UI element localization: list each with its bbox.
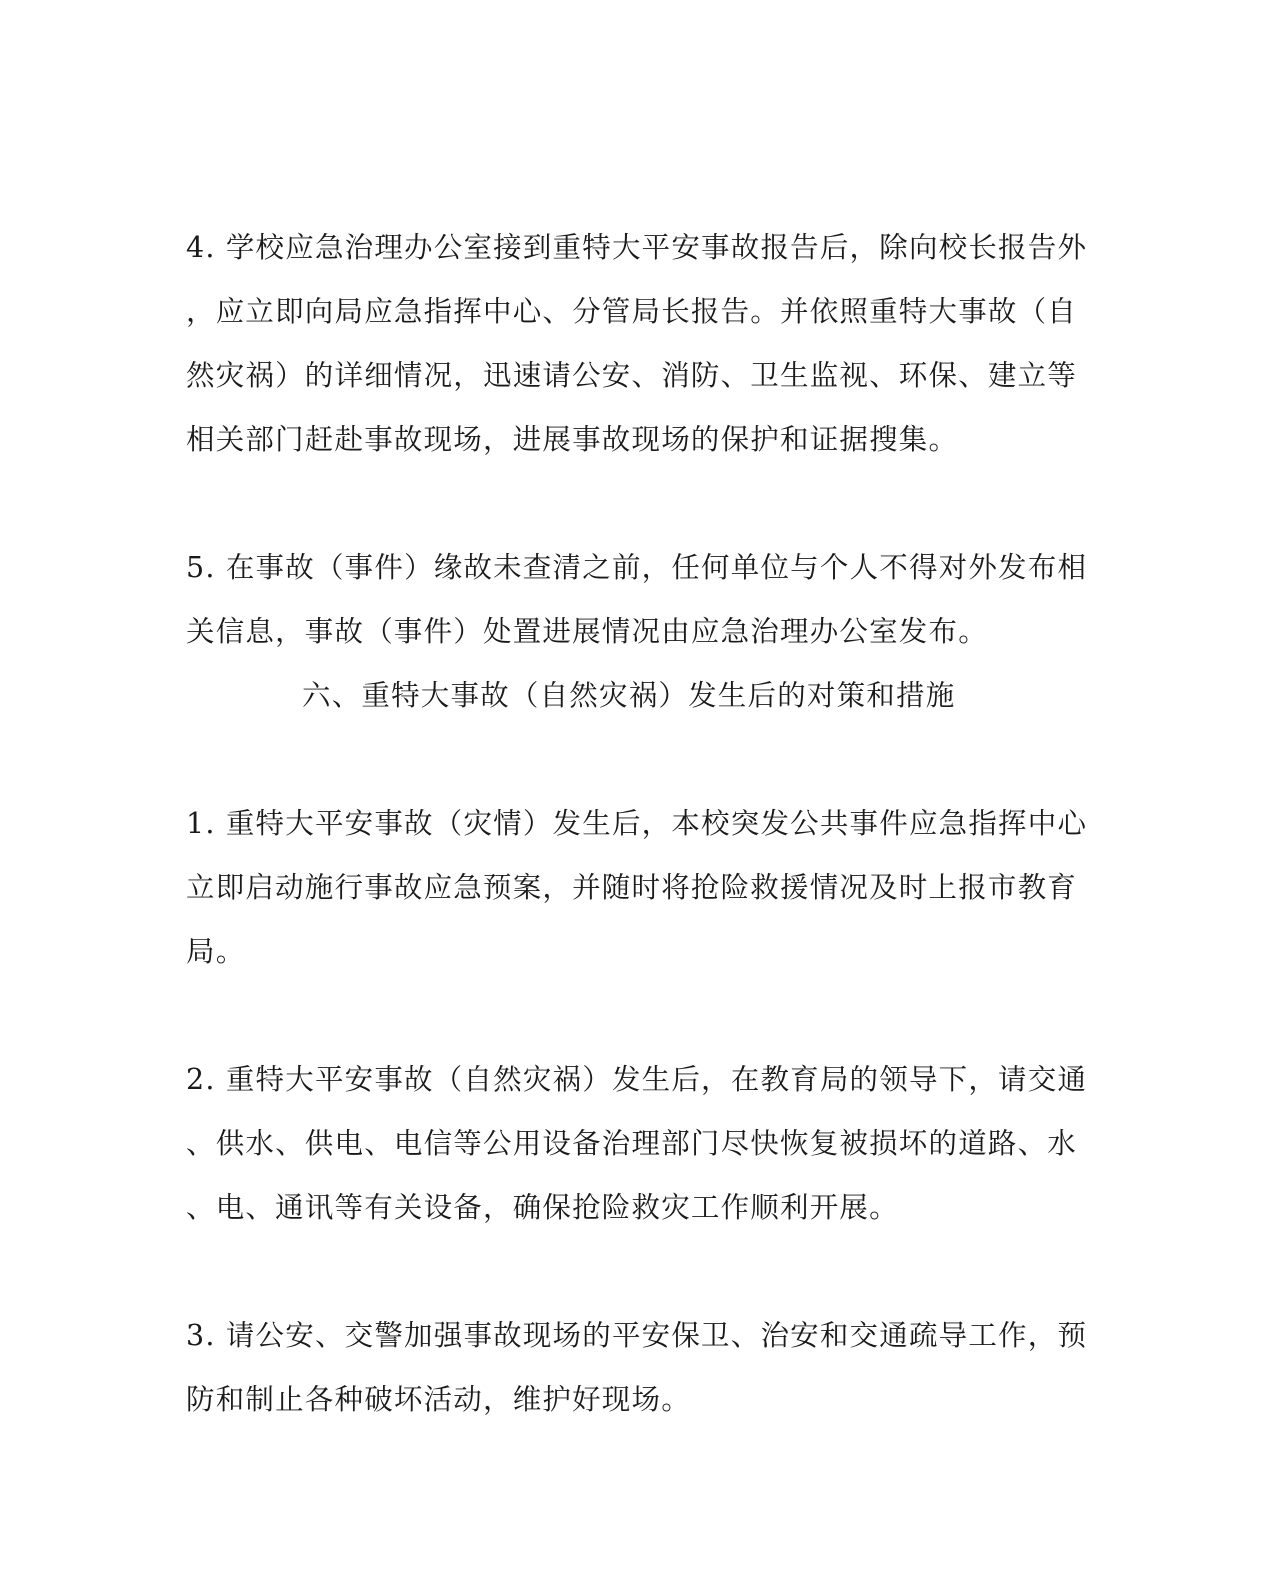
paragraph-4-line-2: ，应立即向局应急指挥中心、分管局长报告。并依照重特大事故（自 [186, 295, 1078, 328]
paragraph-4-line-3: 然灾祸）的详细情况，迅速请公安、消防、卫生监视、环保、建立等 [186, 359, 1078, 392]
paragraph-2-line-1: 2. 重特大平安事故（自然灾祸）发生后，在教育局的领导下，请交通 [186, 1063, 1088, 1096]
paragraph-5-line-1: 5. 在事故（事件）缘故未查清之前，任何单位与个人不得对外发布相 [186, 551, 1088, 584]
paragraph-1-line-3: 局。 [186, 935, 246, 968]
paragraph-1-line-1: 1. 重特大平安事故（灾情）发生后，本校突发公共事件应急指挥中心 [186, 807, 1088, 840]
paragraph-4-line-1: 4. 学校应急治理办公室接到重特大平安事故报告后，除向校长报告外 [186, 231, 1088, 264]
paragraph-5-line-2: 关信息，事故（事件）处置进展情况由应急治理办公室发布。 [186, 615, 988, 648]
paragraph-3-line-1: 3. 请公安、交警加强事故现场的平安保卫、治安和交通疏导工作，预 [186, 1319, 1088, 1352]
paragraph-2-line-3: 、电、通讯等有关设备，确保抢险救灾工作顺利开展。 [186, 1191, 899, 1224]
paragraph-1-line-2: 立即启动施行事故应急预案，并随时将抢险救援情况及时上报市教育 [186, 871, 1078, 904]
paragraph-3-line-2: 防和制止各种破坏活动，维护好现场。 [186, 1383, 691, 1416]
paragraph-4-line-4: 相关部门赶赴事故现场，进展事故现场的保护和证据搜集。 [186, 423, 959, 456]
section-heading: 六、重特大事故（自然灾祸）发生后的对策和措施 [302, 679, 956, 712]
paragraph-2-line-2: 、供水、供电、电信等公用设备治理部门尽快恢复被损坏的道路、水 [186, 1127, 1078, 1160]
